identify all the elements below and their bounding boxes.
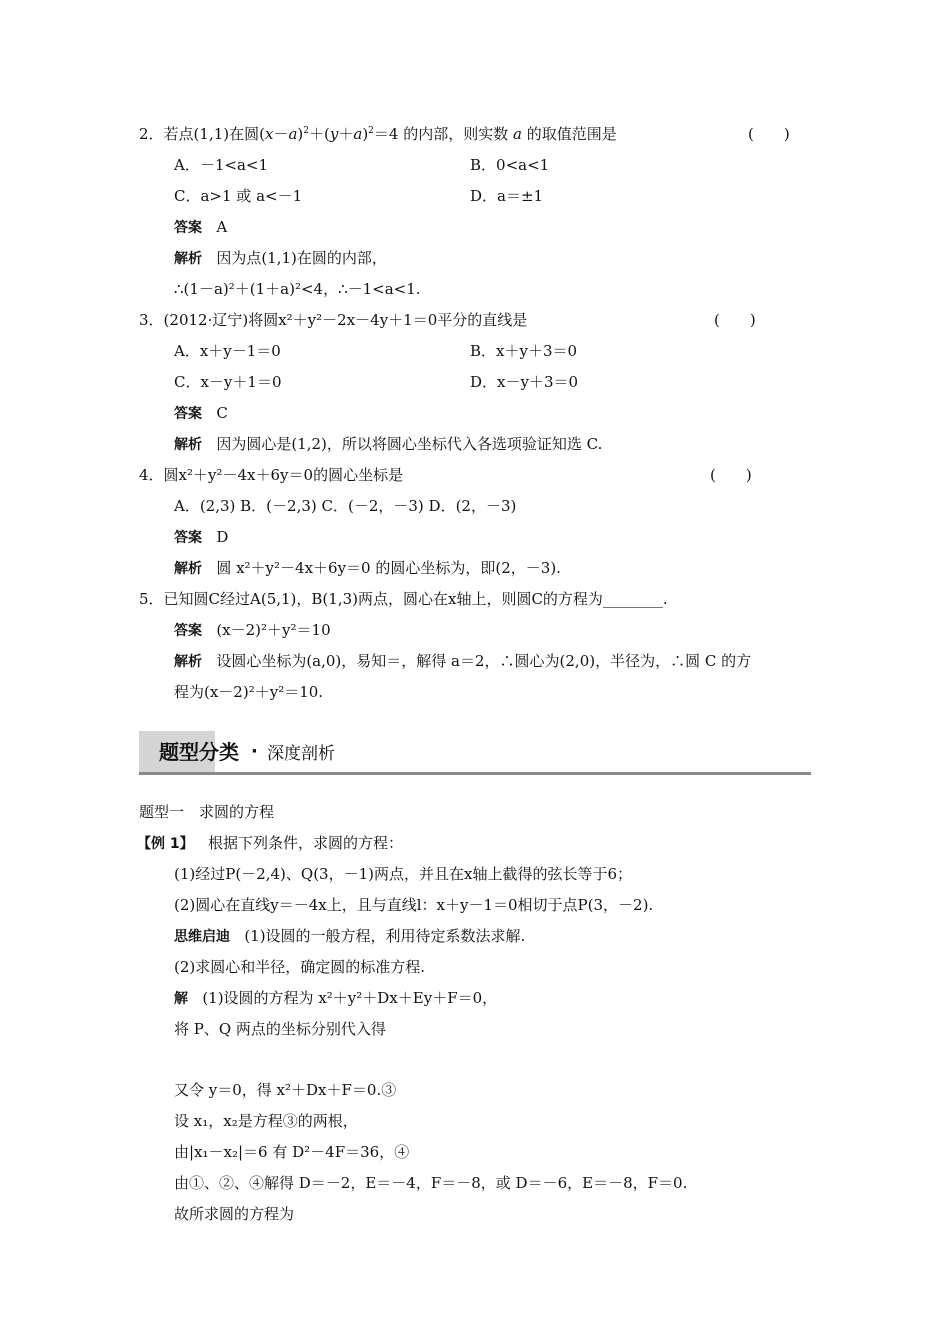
q2-analysis-1: 解析 因为点(1,1)在圆的内部， [174, 249, 387, 267]
q3-option-d: D．x－y＋3＝0 [470, 373, 579, 391]
hint-label: 思维启迪 [174, 929, 230, 945]
section-title: 题型分类 [159, 740, 239, 764]
condition-1: (1)经过P(－2,4)、Q(3，－1)两点，并且在x轴上截得的弦长等于6； [174, 865, 632, 883]
q3-option-b: B．x＋y＋3＝0 [470, 342, 578, 360]
q5-analysis-1: 解析 设圆心坐标为(a,0)，易知＝，解得 a＝2，∴圆心为(2,0)，半径为，∴圆 C 的方 [174, 652, 752, 670]
q4-stem: 4．圆x²＋y²－4x＋6y＝0的圆心坐标是 [139, 466, 404, 484]
solution-label: 解 [174, 991, 188, 1007]
example-label: 【例 1】 [137, 836, 194, 852]
solution-2: 将 P、Q 两点的坐标分别代入得 [174, 1020, 386, 1038]
answer-label: 答案 [174, 623, 202, 639]
solution-4: 设 x₁，x₂是方程③的两根， [174, 1112, 358, 1130]
q3-answer: 答案 C [174, 404, 228, 422]
q4-analysis: 解析 圆 x²＋y²－4x＋6y＝0 的圆心坐标为，即(2，－3). [174, 559, 561, 577]
q4-answer: 答案 D [174, 528, 229, 546]
section-rule [139, 772, 811, 775]
answer-label: 答案 [174, 406, 202, 422]
solution-7: 故所求圆的方程为 [174, 1205, 295, 1223]
q4-answer-paren: ( ) [710, 466, 752, 484]
hint-2: (2)求圆心和半径，确定圆的标准方程. [174, 958, 426, 976]
q5-analysis-2: 程为(x－2)²＋y²＝10. [174, 683, 324, 701]
analysis-label: 解析 [174, 654, 202, 670]
q3-option-a: A．x＋y－1＝0 [174, 342, 281, 360]
hint-1: 思维启迪 (1)设圆的一般方程，利用待定系数法求解. [174, 927, 526, 945]
section-subtitle: 深度剖析 [267, 744, 335, 764]
type-heading: 题型一 求圆的方程 [139, 803, 275, 821]
q2-answer-paren: ( ) [748, 125, 790, 143]
q2-stem: 2．若点(1,1)在圆$(x-a)^2+(y+a)^2=4$ 的内部，则实数 a 的取值范围是 [139, 125, 617, 143]
q2-option-d: D．a＝±1 [470, 187, 544, 205]
q5-answer: 答案 (x－2)²＋y²＝10 [174, 621, 331, 639]
q2-option-b: B．0<a<1 [470, 156, 550, 174]
q2-option-c: C．a>1 或 a<－1 [174, 187, 303, 205]
solution-1: 解 (1)设圆的方程为 x²＋y²＋Dx＋Ey＋F＝0， [174, 989, 498, 1007]
q3-option-c: C．x－y＋1＝0 [174, 373, 282, 391]
solution-5: 由|x₁－x₂|＝6 有 D²－4F＝36，④ [174, 1143, 410, 1161]
q2-option-a: A．－1<a<1 [174, 156, 268, 174]
q2-analysis-2: ∴(1－a)²＋(1＋a)²<4，∴－1<a<1. [174, 280, 421, 298]
answer-label: 答案 [174, 220, 202, 236]
analysis-label: 解析 [174, 251, 202, 267]
analysis-label: 解析 [174, 561, 202, 577]
answer-label: 答案 [174, 530, 202, 546]
solution-6: 由①、②、④解得 D＝－2，E＝－4，F＝－8，或 D＝－6，E＝－8，F＝0. [174, 1174, 688, 1192]
section-separator: · [251, 741, 258, 762]
analysis-label: 解析 [174, 437, 202, 453]
q3-stem: 3．(2012·辽宁)将圆x²＋y²－2x－4y＋1＝0平分的直线是 [139, 311, 528, 329]
q2-answer: 答案 A [174, 218, 228, 236]
q3-answer-paren: ( ) [714, 311, 756, 329]
example-1: 【例 1】 根据下列条件，求圆的方程： [137, 834, 403, 852]
q5-stem: 5．已知圆C经过A(5,1)，B(1,3)两点，圆心在x轴上，则圆C的方程为________. [139, 590, 668, 608]
q3-analysis: 解析 因为圆心是(1,2)，所以将圆心坐标代入各选项验证知选 C. [174, 435, 603, 453]
solution-3: 又令 y＝0，得 x²＋Dx＋F＝0.③ [174, 1081, 397, 1099]
condition-2: (2)圆心在直线y＝－4x上，且与直线l：x＋y－1＝0相切于点P(3，－2). [174, 896, 654, 914]
q4-options: A．(2,3) B．(－2,3) C．(－2，－3) D．(2，－3) [174, 497, 517, 515]
section-banner [139, 731, 811, 775]
